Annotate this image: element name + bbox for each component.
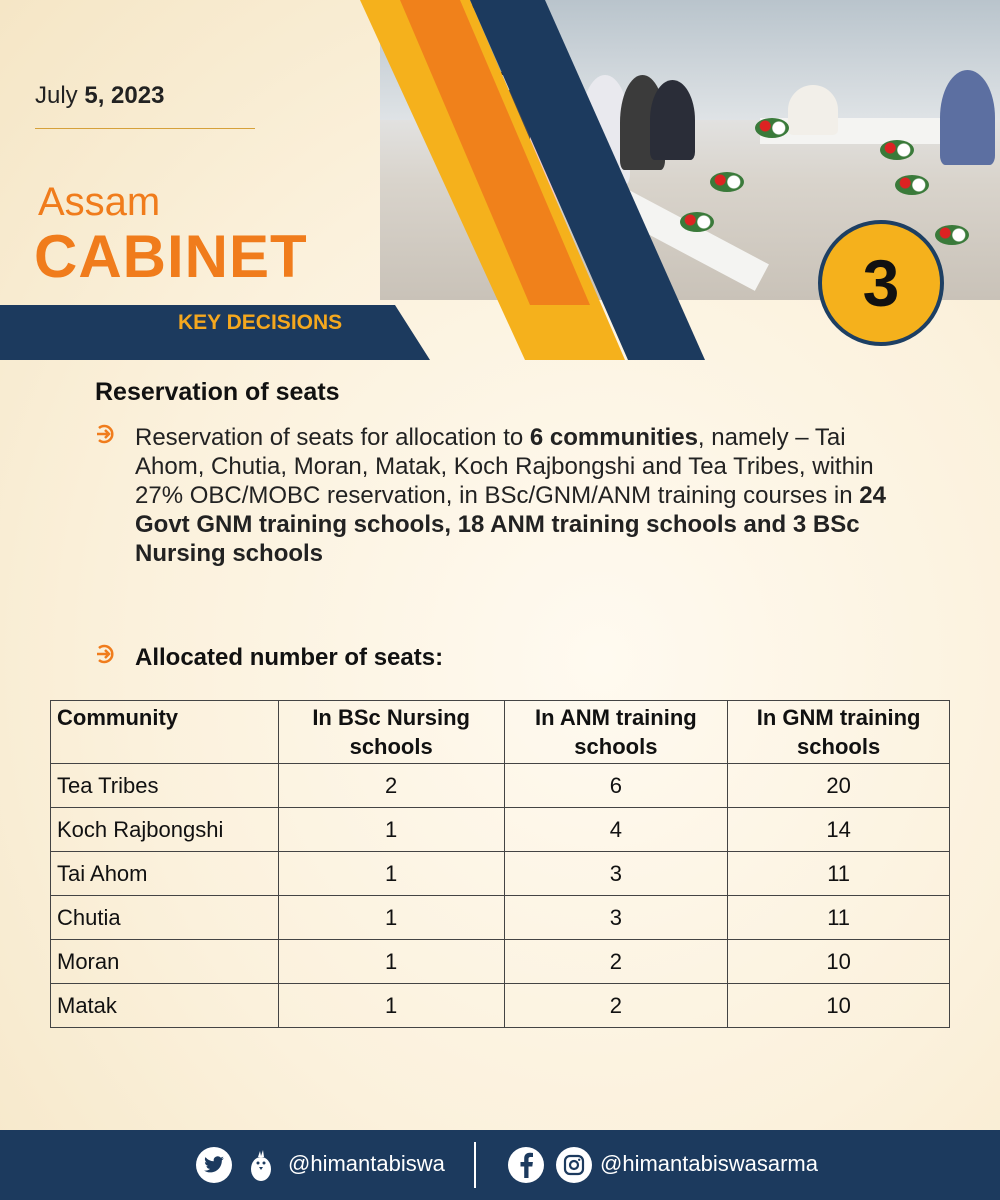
table-cell: 14: [728, 808, 950, 852]
table-cell: 1: [278, 808, 504, 852]
facebook-icon[interactable]: [508, 1147, 544, 1183]
title-assam: Assam: [38, 180, 161, 224]
decision-number-badge: [818, 220, 944, 346]
table-row: [51, 852, 950, 896]
table-cell: Koch Rajbongshi: [51, 808, 279, 852]
table-row: [51, 896, 950, 940]
column-header: Community: [51, 701, 279, 764]
table-cell: 1: [278, 940, 504, 984]
table-cell: 1: [278, 896, 504, 940]
table-cell: Moran: [51, 940, 279, 984]
table-cell: 11: [728, 852, 950, 896]
table-cell: 10: [728, 984, 950, 1028]
table-cell: Matak: [51, 984, 279, 1028]
bullet-allocated-text: Allocated number of seats:: [135, 644, 444, 671]
column-header: In GNM training schools: [728, 701, 950, 764]
table-row: [51, 940, 950, 984]
key-decisions-label: KEY DECISIONS: [178, 311, 343, 334]
footer-bar: [0, 1130, 1000, 1200]
table-cell: 3: [504, 852, 728, 896]
table-cell: 2: [504, 940, 728, 984]
table-cell: Chutia: [51, 896, 279, 940]
table-cell: 11: [728, 896, 950, 940]
instagram-icon[interactable]: [556, 1147, 592, 1183]
bullet-reservation-text: Reservation of seats for allocation to 6 communities, namely – Tai Ahom, Chutia, Moran, Matak, Koch Rajbongshi and Tea Tribes, within 27% OBC/MOBC reservation, in BSc/GNM/ANM training courses in 24 Govt GNM training schools, 18 ANM training schools and 3 BSc Nursing schools: [135, 424, 886, 567]
date: July 5, 2023: [35, 82, 165, 109]
column-header: In BSc Nursing schools: [278, 701, 504, 764]
decision-number: 3: [862, 246, 900, 320]
table-cell: 10: [728, 940, 950, 984]
koo-icon[interactable]: [243, 1147, 279, 1183]
table-cell: 6: [504, 764, 728, 808]
section-title: Reservation of seats: [95, 378, 340, 406]
table-cell: 1: [278, 852, 504, 896]
table-cell: 20: [728, 764, 950, 808]
table-cell: 1: [278, 984, 504, 1028]
table-header-row: [51, 701, 950, 764]
twitter-icon[interactable]: [196, 1147, 232, 1183]
table-cell: 4: [504, 808, 728, 852]
column-header: In ANM training schools: [504, 701, 728, 764]
seats-table: [50, 700, 950, 1028]
handle-right[interactable]: @himantabiswasarma: [600, 1151, 818, 1176]
title-cabinet: CABINET: [34, 223, 308, 290]
arrow-right-circle-icon: [95, 423, 119, 452]
table-cell: 2: [504, 984, 728, 1028]
table-cell: 2: [278, 764, 504, 808]
table-row: [51, 808, 950, 852]
date-divider: [35, 128, 255, 129]
table-row: [51, 984, 950, 1028]
table-cell: 3: [504, 896, 728, 940]
handle-left[interactable]: @himantabiswa: [288, 1151, 445, 1176]
arrow-right-circle-icon: [95, 643, 119, 672]
footer-divider: [474, 1142, 476, 1188]
table-cell: Tea Tribes: [51, 764, 279, 808]
table-row: [51, 764, 950, 808]
table-cell: Tai Ahom: [51, 852, 279, 896]
